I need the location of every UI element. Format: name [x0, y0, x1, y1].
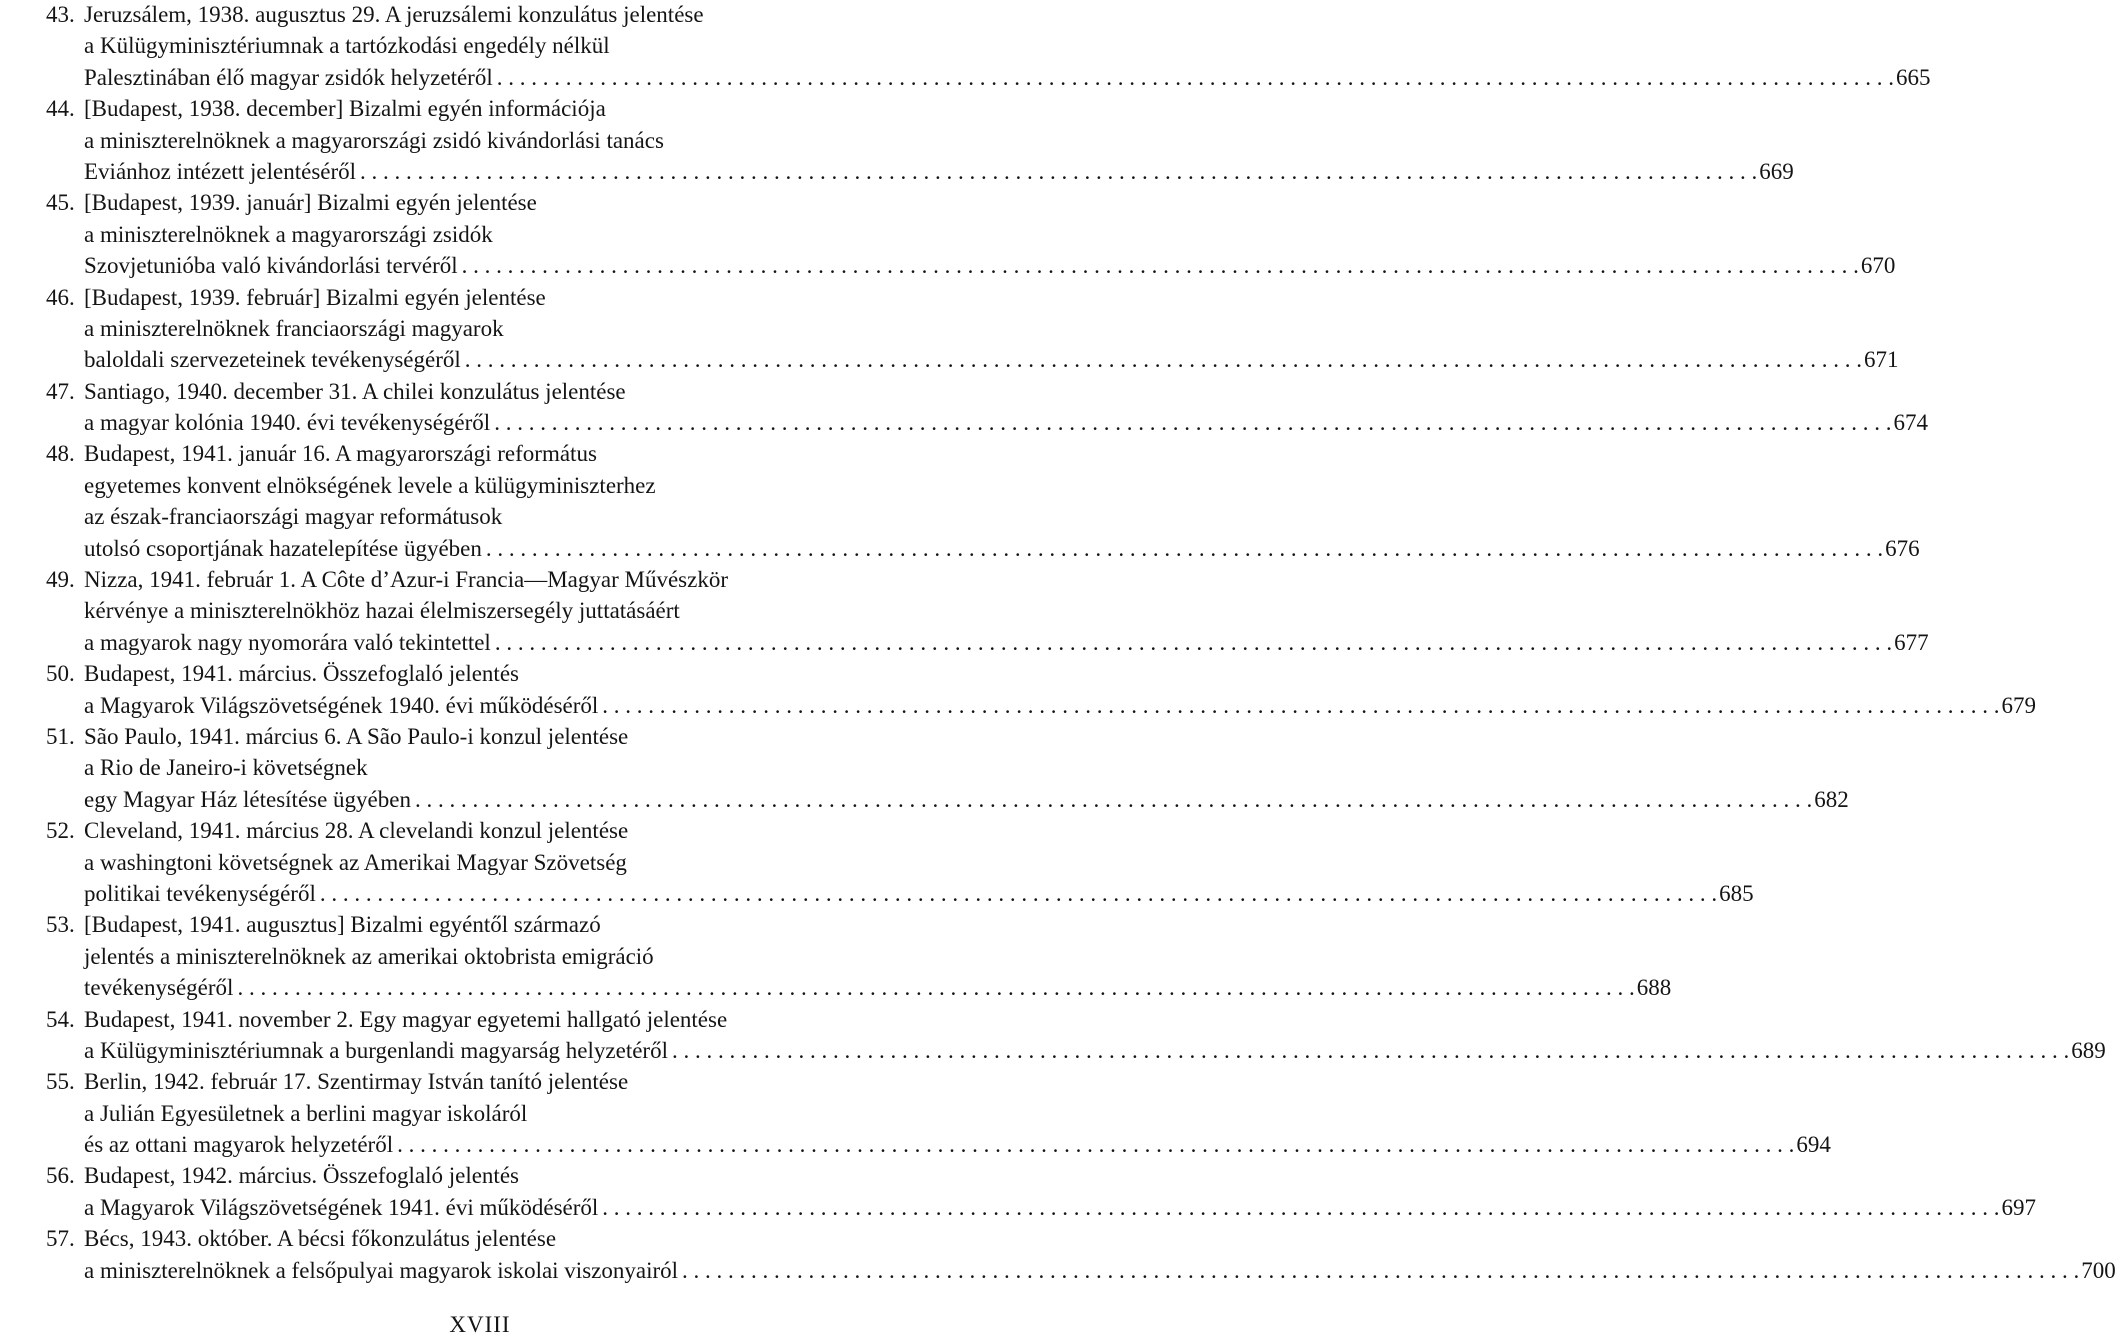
entry-text: Budapest, 1942. március. Összefoglaló jelentés: [84, 1163, 519, 1189]
dot-leader: [598, 690, 1999, 721]
entry-page-number: 665: [1895, 64, 1931, 90]
toc-entry-line: [46, 690, 2037, 721]
entry-text: és az ottani magyarok helyzetéről: [84, 1132, 394, 1158]
toc-entry-line: [46, 376, 958, 407]
toc-entry-line: [46, 1129, 1831, 1160]
entry-number: 48.: [46, 441, 75, 467]
entry-indent: [46, 219, 84, 250]
toc-entry: [46, 1066, 1831, 1160]
entry-indent: [46, 878, 84, 909]
toc-entry: [46, 93, 1794, 187]
toc-entry-line: [46, 1255, 2116, 1286]
entry-text: Bécs, 1943. október. A bécsi főkonzulátus jelentése: [84, 1226, 557, 1252]
dot-leader: [411, 784, 1812, 815]
entry-text: Berlin, 1942. február 17. Szentirmay István tanító jelentése: [84, 1069, 629, 1095]
entry-number: 51.: [46, 723, 75, 749]
toc-entry-line: [46, 250, 1896, 281]
entry-text: kérvénye a miniszterelnökhöz hazai élelmiszersegély juttatásáért: [84, 598, 680, 624]
entry-indent: [46, 250, 84, 281]
entry-indent: [46, 1255, 84, 1286]
entry-indent: [46, 847, 84, 878]
entry-indent: [46, 941, 84, 972]
entry-text: a Rio de Janeiro-i követségnek: [84, 755, 368, 781]
dot-leader: [493, 62, 1894, 93]
entry-text: Jeruzsálem, 1938. augusztus 29. A jeruzsálemi konzulátus jelentése: [84, 2, 704, 27]
entry-indent: [46, 125, 84, 156]
entry-text: Nizza, 1941. február 1. A Côte d’Azur-i Francia—Magyar Művészkör: [84, 567, 728, 593]
entry-text: a magyarok nagy nyomorára való tekintettel: [84, 629, 491, 655]
entry-indent: [46, 344, 84, 375]
entry-page-number: 671: [1864, 347, 1899, 373]
page-number: XVIII: [449, 1312, 511, 1337]
toc-entry-line: [46, 627, 1929, 658]
entry-indent: [46, 313, 84, 344]
entry-indent: [46, 1035, 84, 1066]
toc-entry-line: [46, 595, 958, 626]
toc-entry: [46, 1004, 2106, 1067]
entry-number: 57.: [46, 1226, 75, 1252]
dot-leader: [668, 1035, 2069, 1066]
entry-text: a Külügyminisztériumnak a burgenlandi magyarság helyzetéről: [84, 1037, 668, 1063]
entry-indent: [46, 1192, 84, 1223]
entry-number: 54.: [46, 1006, 75, 1032]
entry-page-number: 677: [1894, 629, 1929, 655]
toc-entry: [46, 658, 2037, 721]
entry-text: [Budapest, 1941. augusztus] Bizalmi egyéntől származó: [84, 912, 601, 938]
dot-leader: [458, 250, 1859, 281]
entry-number: 50.: [46, 661, 75, 687]
dot-leader: [356, 156, 1757, 187]
entry-number: 52.: [46, 818, 75, 844]
entry-indent: [46, 752, 84, 783]
toc-entry-line: [46, 752, 958, 783]
entry-indent: [46, 407, 84, 438]
entry-text: egy Magyar Ház létesítése ügyében: [84, 786, 411, 812]
toc-entry-line: [46, 219, 958, 250]
entry-page-number: 694: [1796, 1132, 1831, 1158]
entry-indent: [46, 627, 84, 658]
dot-leader: [393, 1129, 1794, 1160]
toc-entry-line: [46, 0, 958, 30]
dot-leader: [598, 1192, 1999, 1223]
entry-number: 53.: [46, 912, 75, 938]
entry-text: Budapest, 1941. március. Összefoglaló jelentés: [84, 661, 519, 687]
toc-entry-line: [46, 438, 958, 469]
entry-indent: [46, 1098, 84, 1129]
toc-entry-line: [46, 470, 958, 501]
entry-indent: [46, 784, 84, 815]
dot-leader: [482, 533, 1883, 564]
entry-text: Santiago, 1940. december 31. A chilei konzulátus jelentése: [84, 378, 626, 404]
entry-page-number: 676: [1885, 535, 1920, 561]
toc-entry-line: [46, 501, 958, 532]
toc-entry-line: [46, 282, 958, 313]
toc-entry-line: [46, 62, 1931, 93]
entry-text: baloldali szervezeteinek tevékenységéről: [84, 347, 461, 373]
dot-leader: [678, 1255, 2079, 1286]
entry-text: a miniszterelnöknek a felsőpulyai magyarok iskolai viszonyairól: [84, 1257, 679, 1283]
entry-indent: [46, 1129, 84, 1160]
toc-entry-line: [46, 1035, 2106, 1066]
toc-entry: [46, 282, 1899, 376]
toc-entry-line: [46, 344, 1899, 375]
entry-text: Eviánhoz intézett jelentéséről: [84, 158, 357, 184]
toc-entry-line: [46, 30, 958, 61]
toc-entry: [46, 0, 1931, 93]
toc-entry-line: [46, 721, 958, 752]
entry-page-number: 688: [1636, 975, 1672, 1001]
entry-text: Cleveland, 1941. március 28. A clevelandi konzul jelentése: [84, 818, 629, 844]
toc-entry: [46, 1223, 2116, 1286]
dot-leader: [461, 344, 1862, 375]
toc-entry-line: [46, 93, 958, 124]
toc-entry: [46, 438, 1920, 564]
toc-entry-line: [46, 658, 958, 689]
toc-entry-line: [46, 815, 958, 846]
entry-number: 45.: [46, 190, 75, 216]
dot-leader: [491, 627, 1892, 658]
entry-number: 44.: [46, 96, 75, 122]
entry-text: São Paulo, 1941. március 6. A São Paulo-i konzul jelentése: [84, 723, 629, 749]
toc-entry-line: [46, 784, 1849, 815]
toc-entry-line: [46, 313, 958, 344]
entry-text: a Magyarok Világszövetségének 1940. évi működéséről: [84, 692, 599, 718]
table-of-contents: [46, 0, 2116, 1286]
entry-page-number: 670: [1860, 253, 1896, 279]
entry-page-number: 700: [2081, 1257, 2116, 1283]
entry-indent: [46, 501, 84, 532]
entry-page-number: 697: [2001, 1194, 2037, 1220]
entry-text: egyetemes konvent elnökségének levele a külügyminiszterhez: [84, 472, 656, 498]
entry-text: utolsó csoportjának hazatelepítése ügyében: [84, 535, 482, 561]
entry-number: 56.: [46, 1163, 75, 1189]
entry-text: tevékenységéről: [84, 975, 234, 1001]
entry-number: 55.: [46, 1069, 75, 1095]
entry-indent: [46, 595, 84, 626]
toc-entry-line: [46, 187, 958, 218]
entry-indent: [46, 156, 84, 187]
entry-text: [Budapest, 1939. február] Bizalmi egyén jelentése: [84, 284, 546, 310]
entry-page-number: 685: [1719, 880, 1754, 906]
toc-entry: [46, 909, 1672, 1003]
entry-number: 47.: [46, 378, 75, 404]
entry-text: [Budapest, 1939. január] Bizalmi egyén jelentése: [84, 190, 537, 216]
toc-entry-line: [46, 1223, 958, 1254]
entry-page-number: 682: [1814, 786, 1849, 812]
toc-entry: [46, 376, 1928, 439]
entry-number: 46.: [46, 284, 75, 310]
entry-text: jelentés a miniszterelnöknek az amerikai oktobrista emigráció: [84, 943, 654, 969]
toc-entry-line: [46, 1004, 958, 1035]
toc-entry-line: [46, 847, 958, 878]
entry-number: 49.: [46, 567, 75, 593]
dot-leader: [233, 972, 1634, 1003]
entry-text: Budapest, 1941. január 16. A magyarországi református: [84, 441, 597, 467]
toc-entry-line: [46, 407, 1928, 438]
entry-indent: [46, 690, 84, 721]
entry-indent: [46, 62, 84, 93]
toc-entry-line: [46, 564, 958, 595]
toc-entry-line: [46, 125, 958, 156]
entry-text: [Budapest, 1938. december] Bizalmi egyén információja: [84, 96, 606, 122]
entry-text: az észak-franciaországi magyar reformátusok: [84, 504, 503, 530]
dot-leader: [490, 407, 1891, 438]
toc-entry: [46, 721, 1849, 815]
toc-entry-line: [46, 941, 958, 972]
entry-page-number: 689: [2071, 1037, 2106, 1063]
dot-leader: [316, 878, 1717, 909]
toc-entry-line: [46, 878, 1754, 909]
entry-page-number: 679: [2001, 692, 2037, 718]
toc-entry-line: [46, 1192, 2037, 1223]
toc-entry-line: [46, 1066, 958, 1097]
toc-entry-line: [46, 1098, 958, 1129]
toc-entry-line: [46, 533, 1920, 564]
entry-text: a Magyarok Világszövetségének 1941. évi működéséről: [84, 1194, 599, 1220]
entry-text: Szovjetunióba való kivándorlási tervéről: [84, 253, 458, 279]
entry-text: a magyar kolónia 1940. évi tevékenységéről: [84, 410, 491, 436]
entry-page-number: 669: [1759, 158, 1794, 184]
entry-indent: [46, 30, 84, 61]
toc-entry: [46, 187, 1896, 281]
toc-entry: [46, 815, 1754, 909]
entry-text: a Julián Egyesületnek a berlini magyar iskoláról: [84, 1100, 528, 1126]
entry-indent: [46, 533, 84, 564]
entry-text: Budapest, 1941. november 2. Egy magyar egyetemi hallgató jelentése: [84, 1006, 728, 1032]
entry-text: Palesztinában élő magyar zsidók helyzetéről: [84, 64, 493, 90]
entry-indent: [46, 972, 84, 1003]
entry-page-number: 674: [1893, 410, 1928, 436]
toc-entry-line: [46, 972, 1672, 1003]
toc-entry: [46, 1160, 2037, 1223]
toc-entry-line: [46, 909, 958, 940]
toc-entry-line: [46, 156, 1794, 187]
entry-text: a washingtoni követségnek az Amerikai Magyar Szövetség: [84, 849, 627, 875]
entry-text: a miniszterelnöknek a magyarországi zsidók: [84, 221, 493, 247]
entry-text: a miniszterelnöknek a magyarországi zsidó kivándorlási tanács: [84, 127, 664, 153]
entry-number: 43.: [46, 2, 75, 27]
entry-text: a miniszterelnöknek franciaországi magyarok: [84, 315, 504, 341]
entry-text: politikai tevékenységéről: [84, 880, 316, 906]
entry-text: a Külügyminisztériumnak a tartózkodási engedély nélkül: [84, 33, 610, 59]
toc-entry: [46, 564, 1929, 658]
toc-entry-line: [46, 1160, 958, 1191]
entry-indent: [46, 470, 84, 501]
